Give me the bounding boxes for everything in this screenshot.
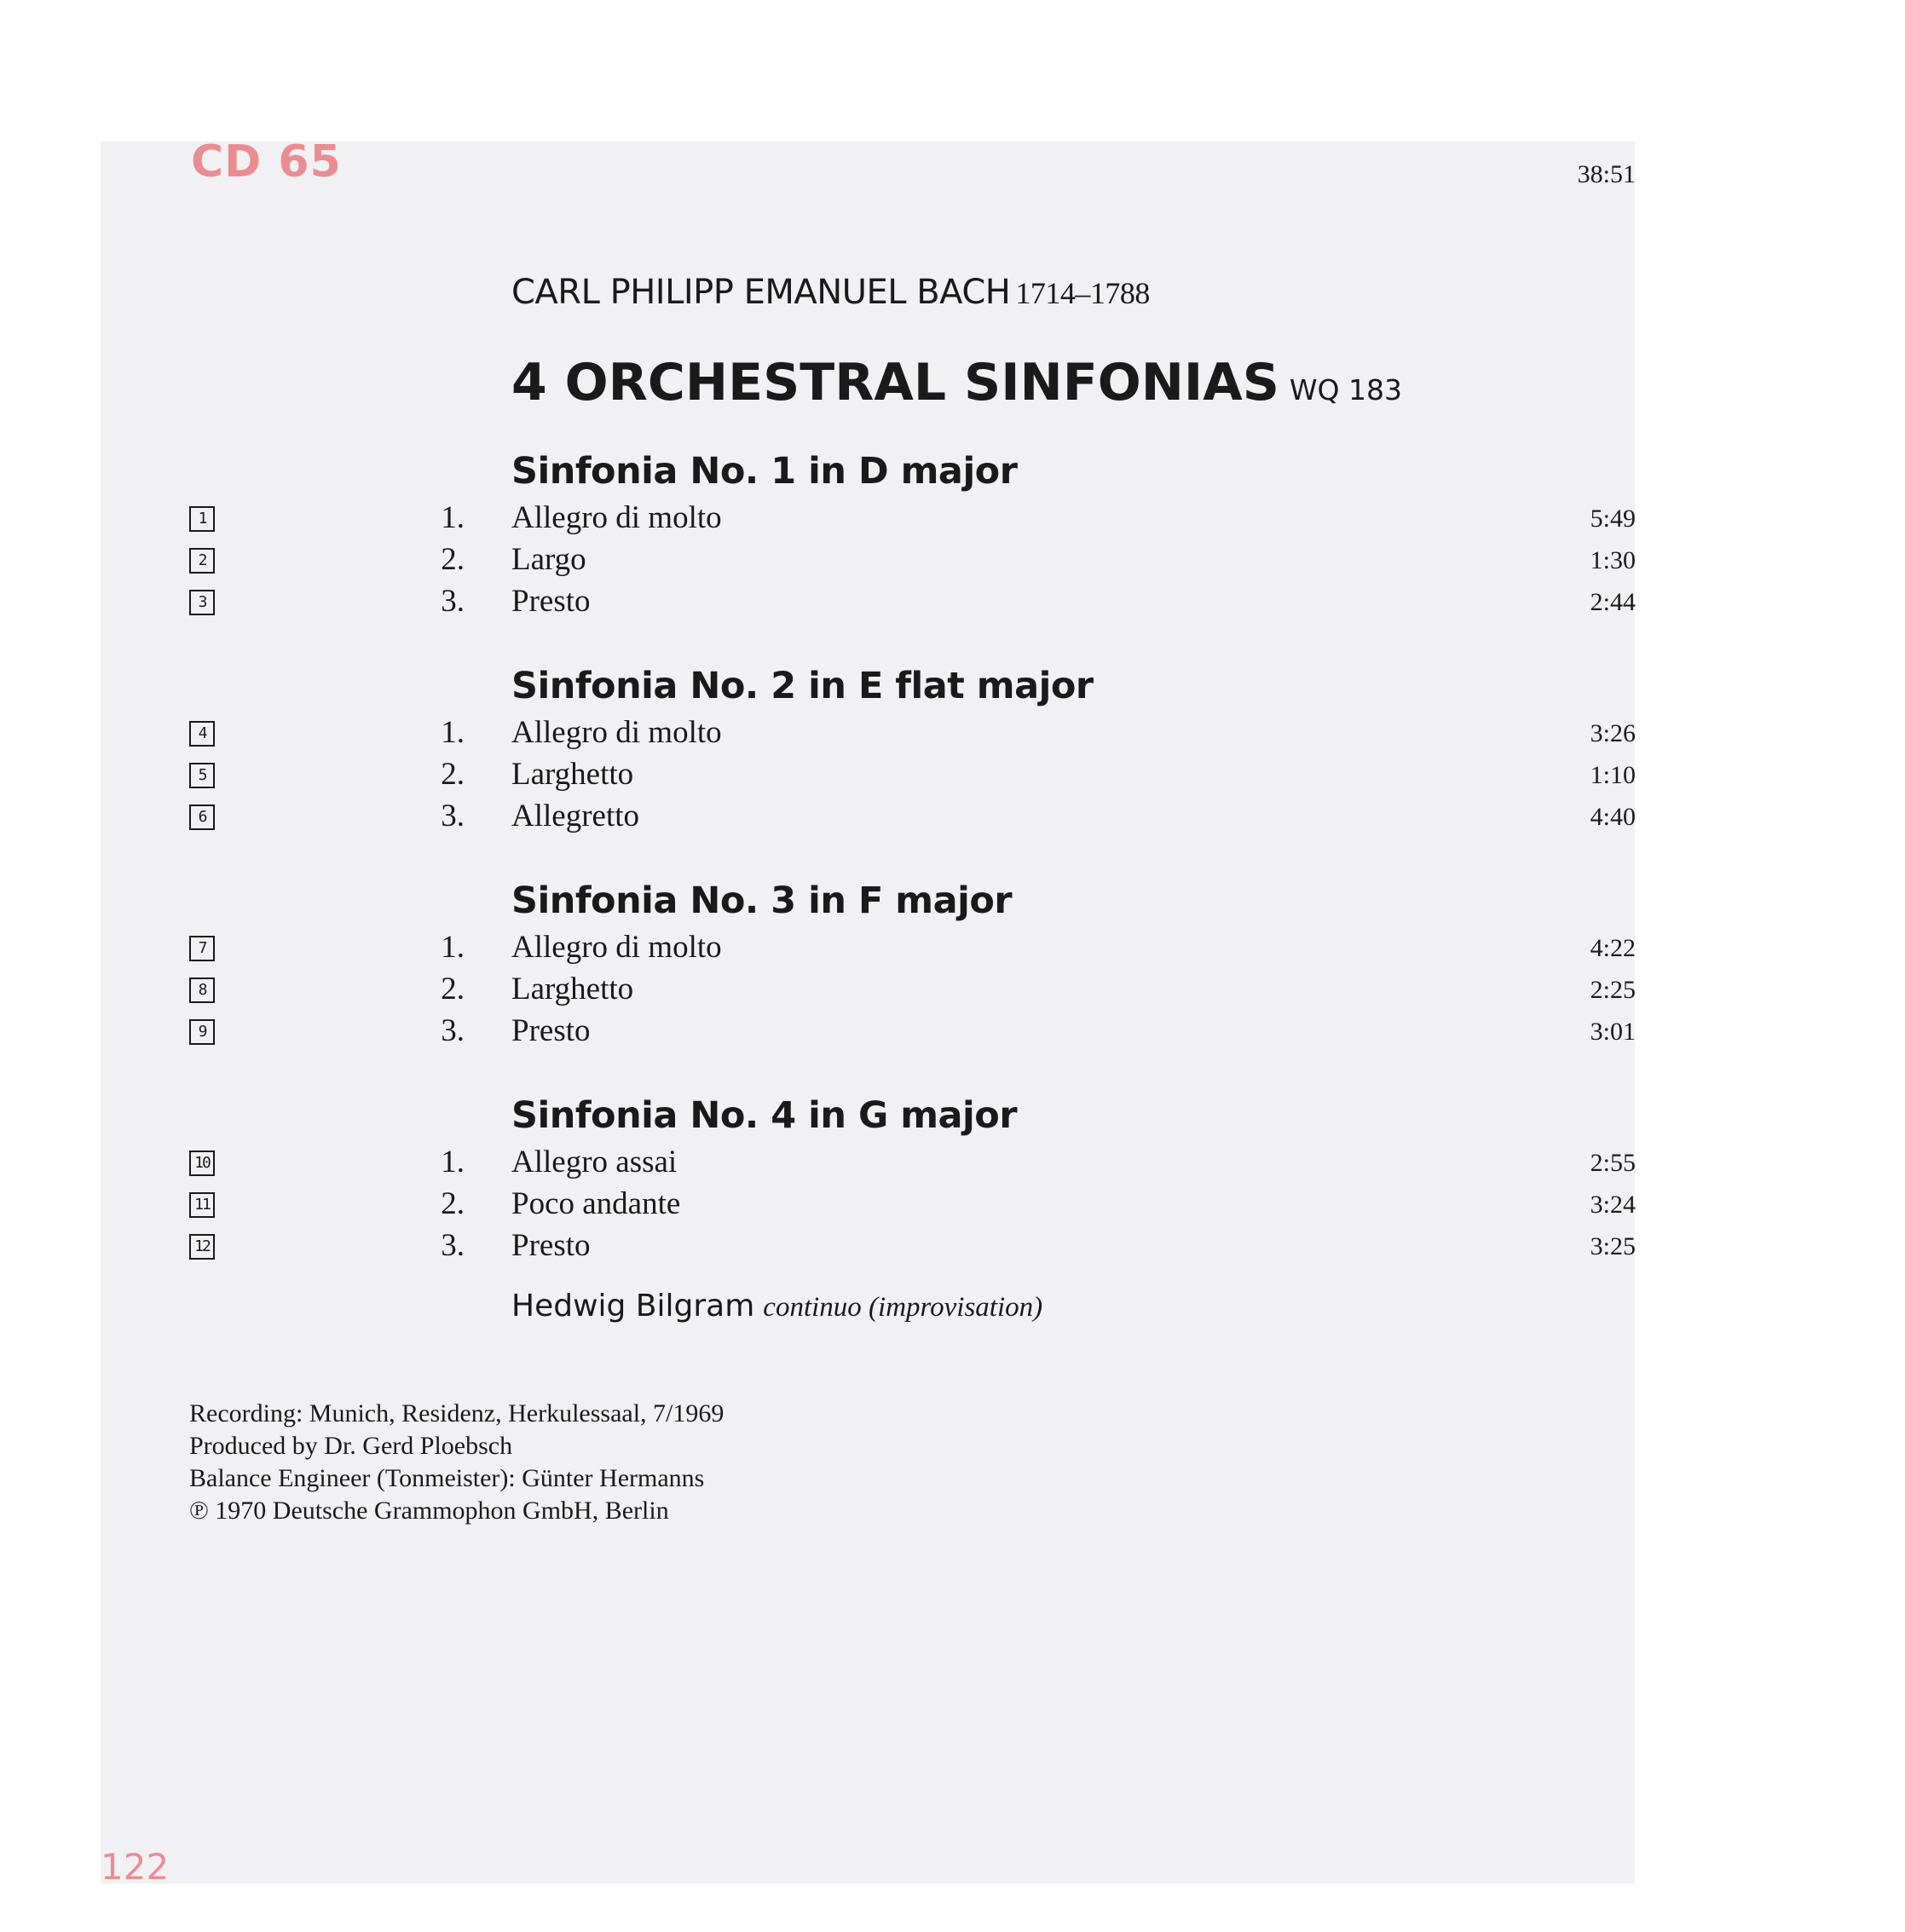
movement-duration: 2:44 — [1590, 588, 1636, 616]
cd-label: CD 65 — [191, 136, 342, 187]
movement-duration: 4:40 — [1590, 803, 1636, 831]
work-title-text: 4 ORCHESTRAL SINFONIAS — [511, 353, 1279, 412]
movement-number: 3. — [441, 584, 465, 619]
sinfonia-title: Sinfonia No. 4 in G major — [511, 1094, 1018, 1137]
recording-credits — [189, 1398, 724, 1527]
movement-number: 1. — [441, 1145, 465, 1179]
movement-duration: 3:24 — [1590, 1191, 1636, 1219]
track-number-box: 7 — [189, 936, 215, 961]
composer-dates: 1714–1788 — [1015, 276, 1150, 310]
work-title — [511, 353, 1402, 412]
movement-title: Allegretto — [511, 799, 640, 833]
movement-duration: 1:10 — [1590, 761, 1636, 789]
movement-duration: 4:22 — [1590, 934, 1636, 962]
movement-duration: 1:30 — [1590, 546, 1636, 574]
movement-title: Presto — [511, 584, 591, 619]
track-number-box: 1 — [189, 506, 215, 532]
track-number-box: 2 — [189, 548, 215, 574]
movement-title: Allegro di molto — [511, 715, 722, 750]
movement-title: Larghetto — [511, 757, 634, 792]
movement-duration: 2:25 — [1590, 976, 1636, 1004]
movement-number: 1. — [441, 500, 465, 535]
page-number: 122 — [101, 1846, 170, 1888]
performer-name: Hedwig Bilgram — [511, 1289, 755, 1324]
movement-title: Larghetto — [511, 972, 634, 1006]
movement-title: Allegro assai — [511, 1145, 678, 1179]
track-number-box: 3 — [189, 590, 215, 615]
movement-duration: 3:26 — [1590, 719, 1636, 747]
catalogue-number: WQ 183 — [1289, 373, 1403, 407]
movement-title: Presto — [511, 1013, 591, 1048]
movement-number: 2. — [441, 542, 465, 577]
track-number-box: 12 — [189, 1234, 215, 1260]
movement-number: 3. — [441, 1228, 465, 1263]
track-number-box: 5 — [189, 763, 215, 788]
credit-line: Recording: Munich, Residenz, Herkulessaal, 7/1969 — [189, 1399, 724, 1427]
credit-line: Produced by Dr. Gerd Ploebsch — [189, 1432, 513, 1460]
performer — [511, 1289, 1042, 1324]
credit-line: ℗ 1970 Deutsche Grammophon GmbH, Berlin — [189, 1497, 669, 1525]
track-number-box: 9 — [189, 1019, 215, 1045]
credit-line: Balance Engineer (Tonmeister): Günter Hermanns — [189, 1464, 705, 1492]
track-number-box: 10 — [189, 1151, 215, 1176]
movement-number: 2. — [441, 757, 465, 792]
movement-duration: 2:55 — [1590, 1149, 1636, 1177]
composer — [511, 273, 1150, 312]
movement-title: Presto — [511, 1228, 591, 1263]
movement-title: Poco andante — [511, 1186, 681, 1221]
track-number-box: 6 — [189, 805, 215, 830]
track-number-box: 11 — [189, 1192, 215, 1218]
movement-number: 1. — [441, 930, 465, 965]
track-number-box: 8 — [189, 978, 215, 1003]
movement-title: Largo — [511, 542, 586, 577]
composer-name: CARL PHILIPP EMANUEL BACH — [511, 273, 1011, 312]
movement-number: 3. — [441, 1013, 465, 1048]
sinfonia-title: Sinfonia No. 3 in F major — [511, 879, 1013, 922]
movement-number: 2. — [441, 1186, 465, 1221]
movement-duration: 3:01 — [1590, 1018, 1636, 1046]
performer-role: continuo (improvisation) — [763, 1292, 1043, 1323]
total-time: 38:51 — [1577, 160, 1636, 188]
sinfonia-title: Sinfonia No. 1 in D major — [511, 450, 1018, 493]
movement-duration: 3:25 — [1590, 1232, 1636, 1260]
movement-title: Allegro di molto — [511, 930, 722, 965]
movement-title: Allegro di molto — [511, 500, 722, 535]
sinfonia-title: Sinfonia No. 2 in E flat major — [511, 665, 1094, 707]
movement-number: 1. — [441, 715, 465, 750]
movement-duration: 5:49 — [1590, 505, 1636, 533]
movement-number: 2. — [441, 972, 465, 1006]
track-number-box: 4 — [189, 721, 215, 747]
movement-number: 3. — [441, 799, 465, 833]
